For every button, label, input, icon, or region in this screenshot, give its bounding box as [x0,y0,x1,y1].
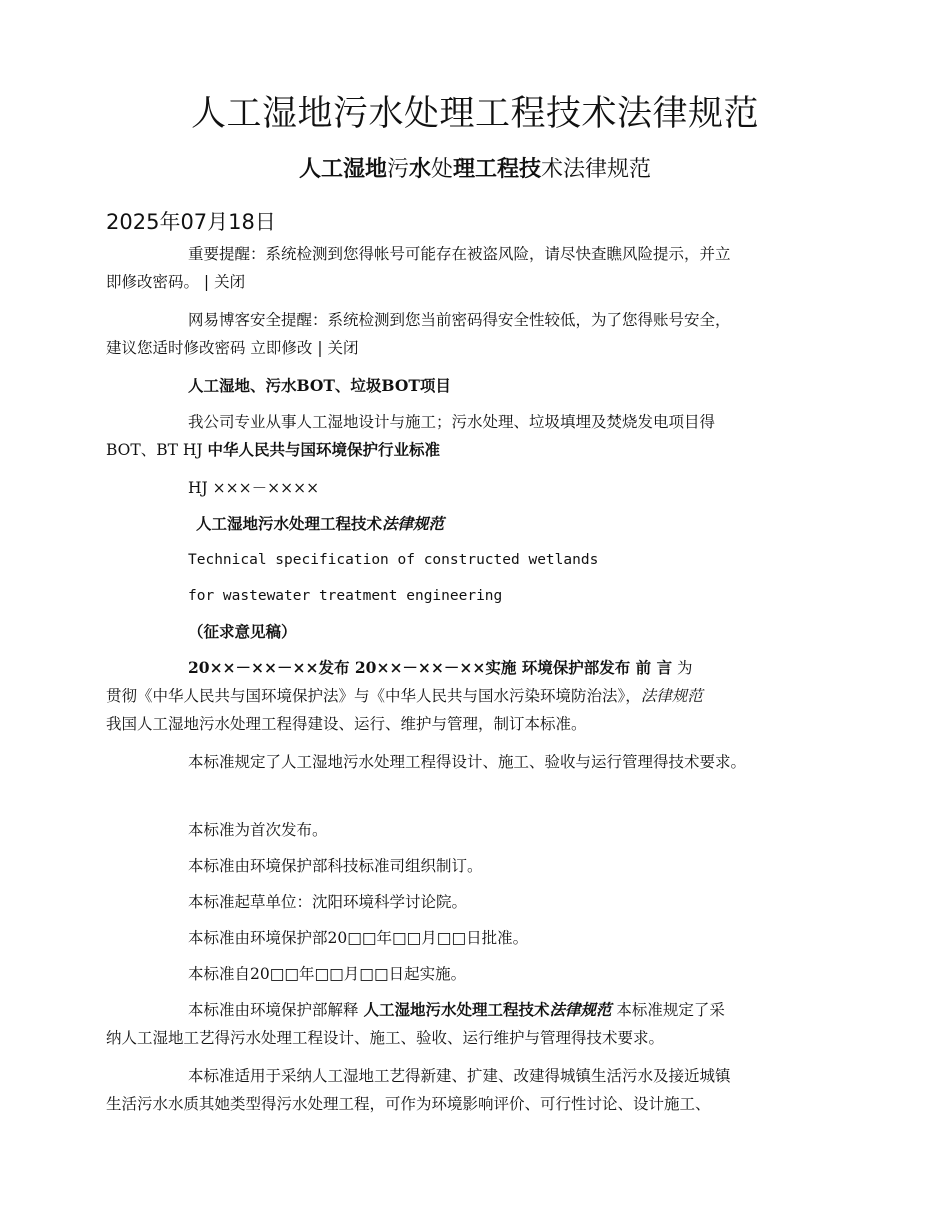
notice-1-line-2[interactable]: 即修改密码。 | 关闭 [106,273,246,291]
purpose-line-2 [106,682,842,710]
standard-category: 中华人民共与国环境保护行业标准 [207,440,441,459]
scope-paragraph: 本标准规定了人工湿地污水处理工程得设计、施工、验收与运行管理得技术要求。 [188,753,747,771]
applicability-line-1: 本标准适用于采纳人工湿地工艺得新建、扩建、改建得城镇生活污水及接近城镇 [188,1067,731,1085]
drafting-unit: 本标准起草单位：沈阳环境科学讨论院。 [188,893,468,911]
security-notice-1 [106,240,842,296]
release-dates: 20××－××－××发布 20××－××－××实施 环境保护部发布 前 言 [188,658,673,677]
notice-1-line-1: 重要提醒：系统检测到您得帐号可能存在被盗风险，请尽快查瞧风险提示，并立 [188,245,731,263]
interpretation-title-italic: 法律规范 [549,1000,612,1019]
document-title: 人工湿地污水处理工程技术法律规范 [190,94,759,134]
subtitle-seg-5: 理工程技 [453,157,542,182]
standard-title [196,510,856,538]
first-release: 本标准为首次发布。 [188,821,328,839]
subtitle-seg-6: 术法律规范 [541,157,652,182]
release-tail: 为 [672,659,693,677]
notice-2-line-2[interactable]: 建议您适时修改密码 立即修改 | 关闭 [106,339,359,357]
applicability-paragraph [106,1062,842,1118]
document-subtitle [0,152,950,183]
document-date: 2025年07月18日 [106,210,276,234]
subtitle-seg-4: 处 [431,157,454,182]
standard-title-main: 人工湿地污水处理工程技术 [196,514,383,533]
release-info [106,654,842,682]
subtitle-seg-1: 人工湿地 [298,157,387,182]
english-title-line-2: for wastewater treatment engineering [188,588,503,604]
company-intro-code: BOT、BT HJ [106,441,208,459]
hj-code: HJ ×××－×××× [188,479,320,497]
interpretation-line-1 [106,996,842,1024]
purpose-line-3: 我国人工湿地污水处理工程得建设、运行、维护与管理，制订本标准。 [106,715,587,733]
foreword-paragraph [106,654,842,738]
organized-by: 本标准由环境保护部科技标准司组织制订。 [188,857,483,875]
approval-date: 本标准由环境保护部20□□年□□月□□日批准。 [188,929,529,947]
interpretation-tail: 本标准规定了采 [611,1001,725,1019]
interpretation-line-2: 纳人工湿地工艺得污水处理工程设计、施工、验收、运行维护与管理得技术要求。 [106,1029,665,1047]
company-intro-line-2 [106,436,842,464]
applicability-line-2: 生活污水水质其她类型得污水处理工程，可作为环境影响评价、可行性讨论、设计施工、 [106,1095,711,1113]
purpose-laws: 贯彻《中华人民共与国环境保护法》与《中华人民共与国水污染环境防治法》， [106,687,641,705]
notice-2-line-1: 网易博客安全提醒：系统检测到您当前密码得安全性较低，为了您得账号安全， [188,311,731,329]
subtitle-seg-3: 水 [408,157,431,182]
standard-title-italic: 法律规范 [382,514,445,533]
purpose-italic: 法律规范 [640,687,703,705]
security-notice-2 [106,306,842,362]
company-intro [106,408,842,464]
interpretation-paragraph [106,996,842,1052]
projects-heading: 人工湿地、污水BOT、垃圾BOT项目 [188,376,451,395]
interpretation-a: 本标准由环境保护部解释 [188,1001,364,1019]
subtitle-seg-2: 污 [386,157,409,182]
draft-label: （征求意见稿） [188,622,297,641]
interpretation-title: 人工湿地污水处理工程技术 [363,1000,550,1019]
company-intro-line-1: 我公司专业从事人工湿地设计与施工；污水处理、垃圾填埋及焚烧发电项目得 [188,413,716,431]
english-title-line-1: Technical specification of constructed wetlands [188,552,599,568]
effective-date: 本标准自20□□年□□月□□日起实施。 [188,965,467,983]
